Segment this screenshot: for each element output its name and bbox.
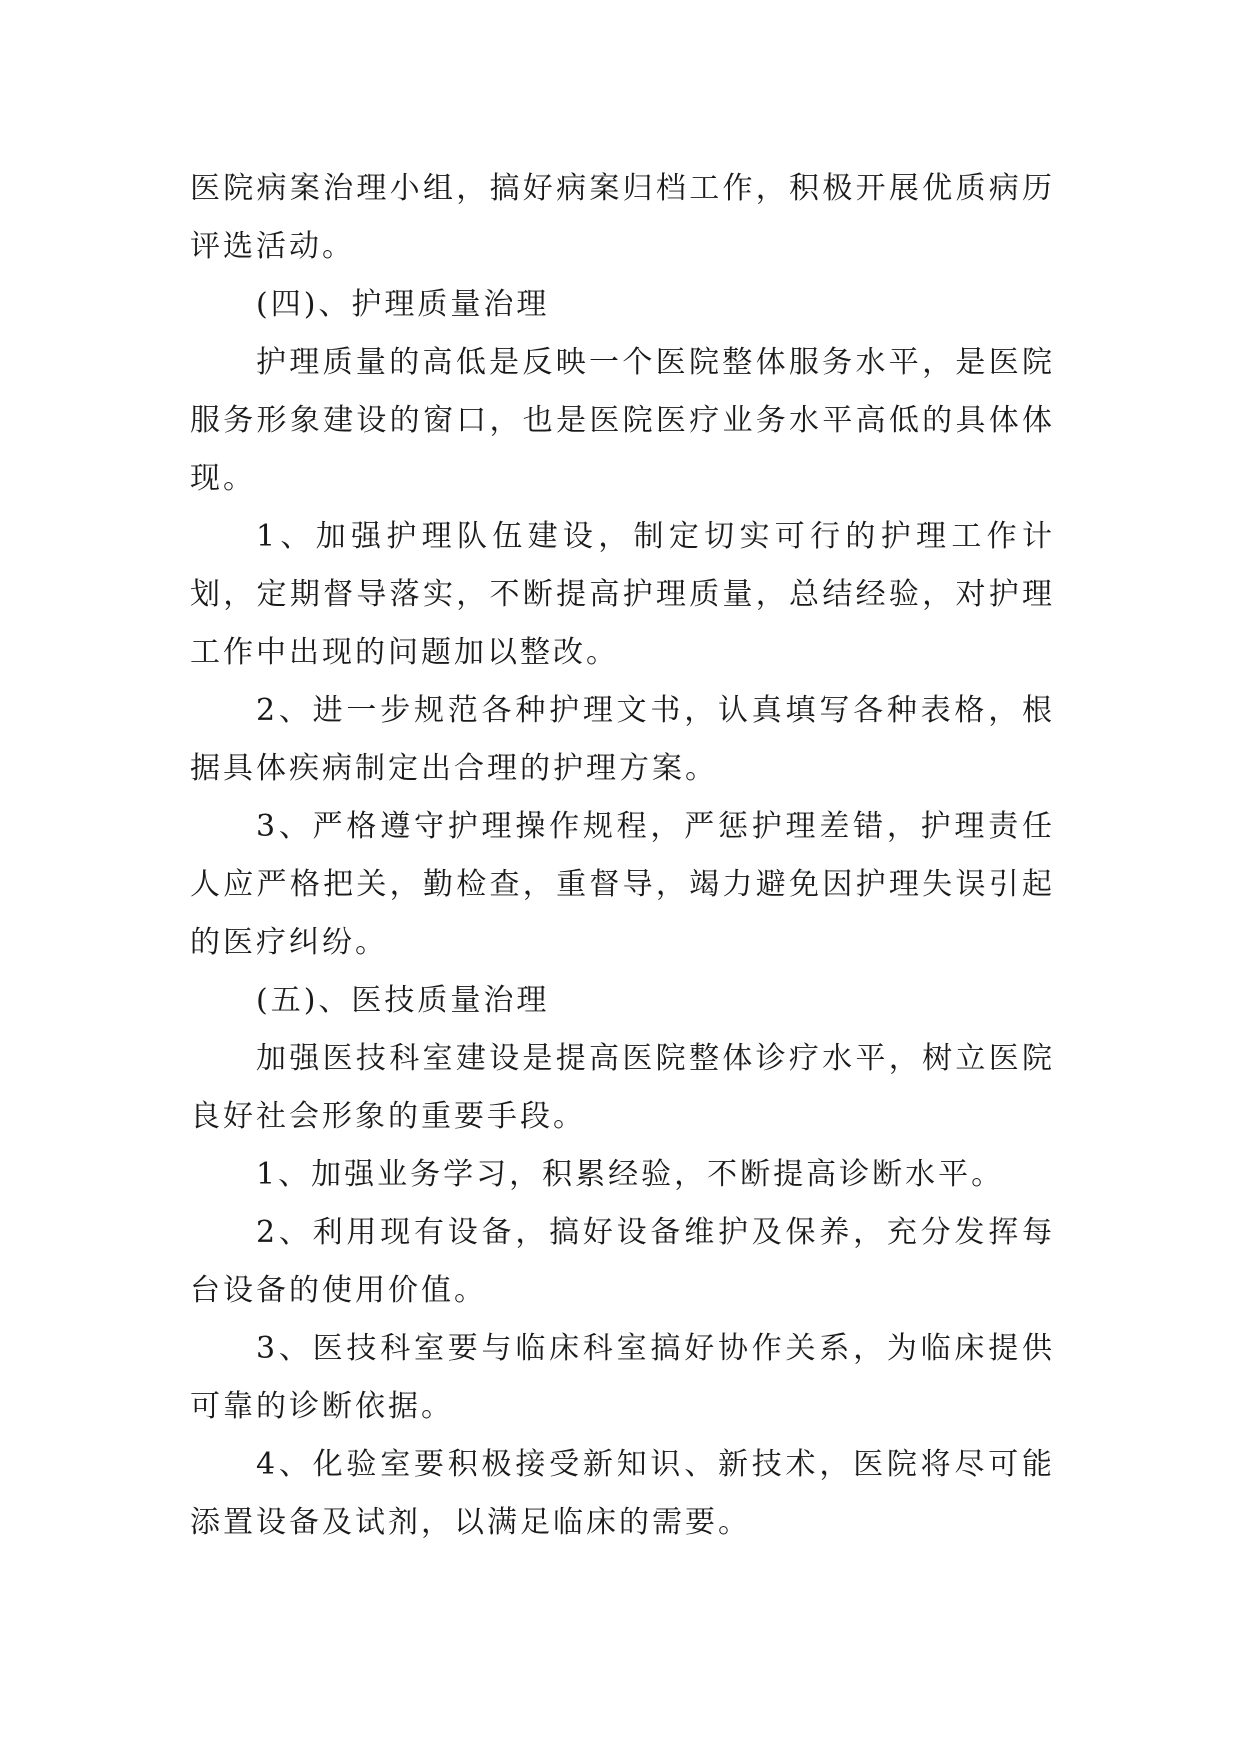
heading-nursing-quality: (四)、护理质量治理 <box>256 287 550 322</box>
heading-medtech-quality: (五)、医技质量治理 <box>256 983 550 1018</box>
paragraph-nursing-item-2: 2、进一步规范各种护理文书，认真填写各种表格，根据具体疾病制定出合理的护理方案。 <box>190 693 1055 786</box>
paragraph-medtech-item-4: 4、化验室要积极接受新知识、新技术，医院将尽可能添置设备及试剂，以满足临床的需要。 <box>190 1447 1055 1540</box>
paragraph-nursing-item-3: 3、严格遵守护理操作规程，严惩护理差错，护理责任人应严格把关，勤检查，重督导，竭力避免因护理失误引起的医疗纠纷。 <box>190 809 1055 960</box>
paragraph-medtech-item-3: 3、医技科室要与临床科室搞好协作关系，为临床提供可靠的诊断依据。 <box>190 1331 1055 1424</box>
paragraph-medtech-item-2: 2、利用现有设备，搞好设备维护及保养，充分发挥每台设备的使用价值。 <box>190 1215 1055 1308</box>
paragraph-medtech-intro: 加强医技科室建设是提高医院整体诊疗水平，树立医院良好社会形象的重要手段。 <box>190 1041 1055 1134</box>
paragraph-case-management: 医院病案治理小组，搞好病案归档工作，积极开展优质病历评选活动。 <box>190 171 1055 264</box>
paragraph-nursing-item-1: 1、加强护理队伍建设，制定切实可行的护理工作计划，定期督导落实，不断提高护理质量，总结经验，对护理工作中出现的问题加以整改。 <box>190 519 1055 670</box>
document-body <box>190 160 1055 1552</box>
paragraph-nursing-intro: 护理质量的高低是反映一个医院整体服务水平，是医院服务形象建设的窗口，也是医院医疗业务水平高低的具体体现。 <box>190 345 1055 496</box>
paragraph-medtech-item-1: 1、加强业务学习，积累经验，不断提高诊断水平。 <box>256 1157 1005 1192</box>
